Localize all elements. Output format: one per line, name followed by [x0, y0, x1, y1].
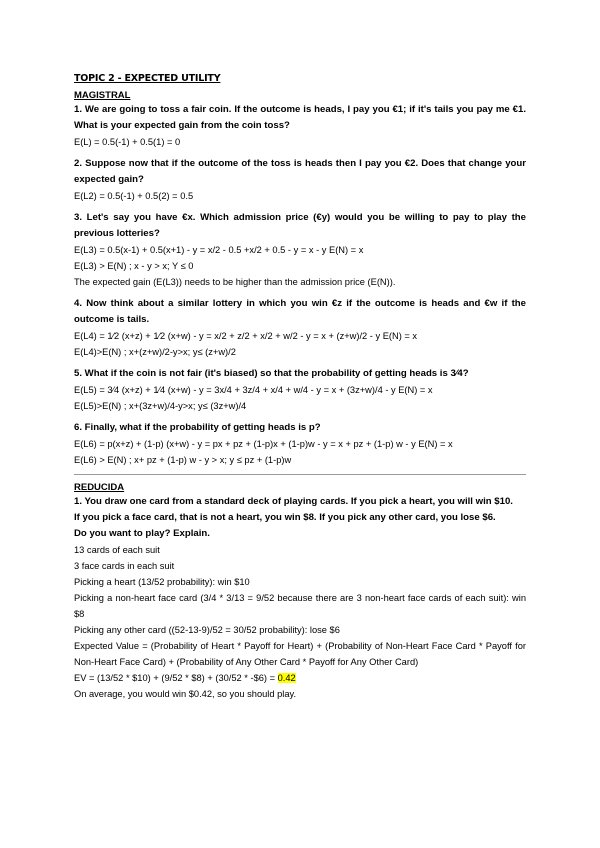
question-block-3 — [74, 210, 526, 290]
section-divider — [74, 474, 526, 475]
question-text: 4. Now think about a similar lottery in which you win €z if the outcome is heads and €w if the outcome is tails. — [74, 298, 526, 325]
answer-line: The expected gain (E(L3)) needs to be higher than the admission price (E(N)). — [74, 277, 396, 287]
answer-line: Picking any other card ((52-13-9)/52 = 30/52 probability): lose $6 — [74, 625, 340, 635]
answer-line: E(L5) = 3⁄4 (x+z) + 1⁄4 (x+w) - y = 3x/4 + 3z/4 + x/4 + w/4 - y = x + (3z+w)/4 - y E(N) = x — [74, 385, 433, 395]
question-text: If you pick a face card, that is not a heart, you win $8. If you pick any other card, you lose $6. — [74, 512, 496, 523]
conclusion-line: On average, you would win $0.42, so you should play. — [74, 689, 297, 699]
answer-line: E(L5)>E(N) ; x+(3z+w)/4-y>x; y≤ (3z+w)/4 — [74, 401, 247, 411]
document-title: TOPIC 2 - EXPECTED UTILITY — [74, 73, 221, 84]
question-text: 2. Suppose now that if the outcome of the toss is heads then I pay you €2. Does that change your expected gain? — [74, 158, 526, 185]
question-text: 1. You draw one card from a standard deck of playing cards. If you pick a heart, you will win $10. — [74, 496, 513, 507]
question-block-2 — [74, 156, 526, 204]
answer-line: E(L3) = 0.5(x-1) + 0.5(x+1) - y = x/2 - 0.5 +x/2 + 0.5 - y = x - y E(N) = x — [74, 245, 364, 255]
question-text: 1. We are going to toss a fair coin. If the outcome is heads, I pay you €1; if it's tails you pay me €1. What is your expected gain from the coin toss? — [74, 104, 526, 131]
answer-line: Expected Value = (Probability of Heart * Payoff for Heart) + (Probability of Non-Heart Face Card * Payoff for Non-Heart Face Card) + (Probability of Any Other Card * Payoff for Any Other Card) — [74, 641, 526, 667]
answer-line: E(L4)>E(N) ; x+(z+w)/2-y>x; y≤ (z+w)/2 — [74, 347, 236, 357]
question-block-5 — [74, 366, 526, 414]
document-page — [74, 72, 526, 702]
section-heading-magistral: MAGISTRAL — [74, 90, 131, 101]
answer-line: Picking a non-heart face card (3/4 * 3/13 = 9/52 because there are 3 non-heart face cards of each suit): win $8 — [74, 593, 526, 619]
expected-value-line — [74, 670, 526, 686]
question-text: 3. Let's say you have €x. Which admission price (€y) would you be willing to pay to play the previous lotteries? — [74, 212, 526, 239]
answer-line: Picking a heart (13/52 probability): win $10 — [74, 577, 250, 587]
answer-line: 13 cards of each suit — [74, 545, 160, 555]
section-heading-reducida: REDUCIDA — [74, 482, 125, 493]
answer-line: E(L) = 0.5(-1) + 0.5(1) = 0 — [74, 137, 181, 147]
ev-result-highlight: 0.42 — [277, 673, 296, 683]
answer-line: E(L6) > E(N) ; x+ pz + (1-p) w - y > x; y ≤ pz + (1-p)w — [74, 455, 292, 465]
reducida-answer — [74, 542, 526, 702]
answer-line: 3 face cards in each suit — [74, 561, 175, 571]
question-block-1 — [74, 102, 526, 150]
question-text: 6. Finally, what if the probability of getting heads is p? — [74, 422, 321, 433]
question-text: 5. What if the coin is not fair (it's biased) so that the probability of getting heads is 3⁄4? — [74, 368, 469, 379]
ev-formula: EV = (13/52 * $10) + (9/52 * $8) + (30/52 * -$6) = — [74, 673, 278, 683]
question-text: Do you want to play? Explain. — [74, 528, 210, 539]
question-block-6 — [74, 420, 526, 468]
answer-line: E(L6) = p(x+z) + (1-p) (x+w) - y = px + pz + (1-p)x + (1-p)w - y = x + pz + (1-p) w - y E(N) = x — [74, 439, 453, 449]
answer-line: E(L2) = 0.5(-1) + 0.5(2) = 0.5 — [74, 191, 194, 201]
reducida-question — [74, 494, 526, 542]
answer-line: E(L4) = 1⁄2 (x+z) + 1⁄2 (x+w) - y = x/2 + z/2 + x/2 + w/2 - y = x + (z+w)/2 - y E(N) = x — [74, 331, 418, 341]
question-block-4 — [74, 296, 526, 360]
answer-line: E(L3) > E(N) ; x - y > x; Y ≤ 0 — [74, 261, 194, 271]
